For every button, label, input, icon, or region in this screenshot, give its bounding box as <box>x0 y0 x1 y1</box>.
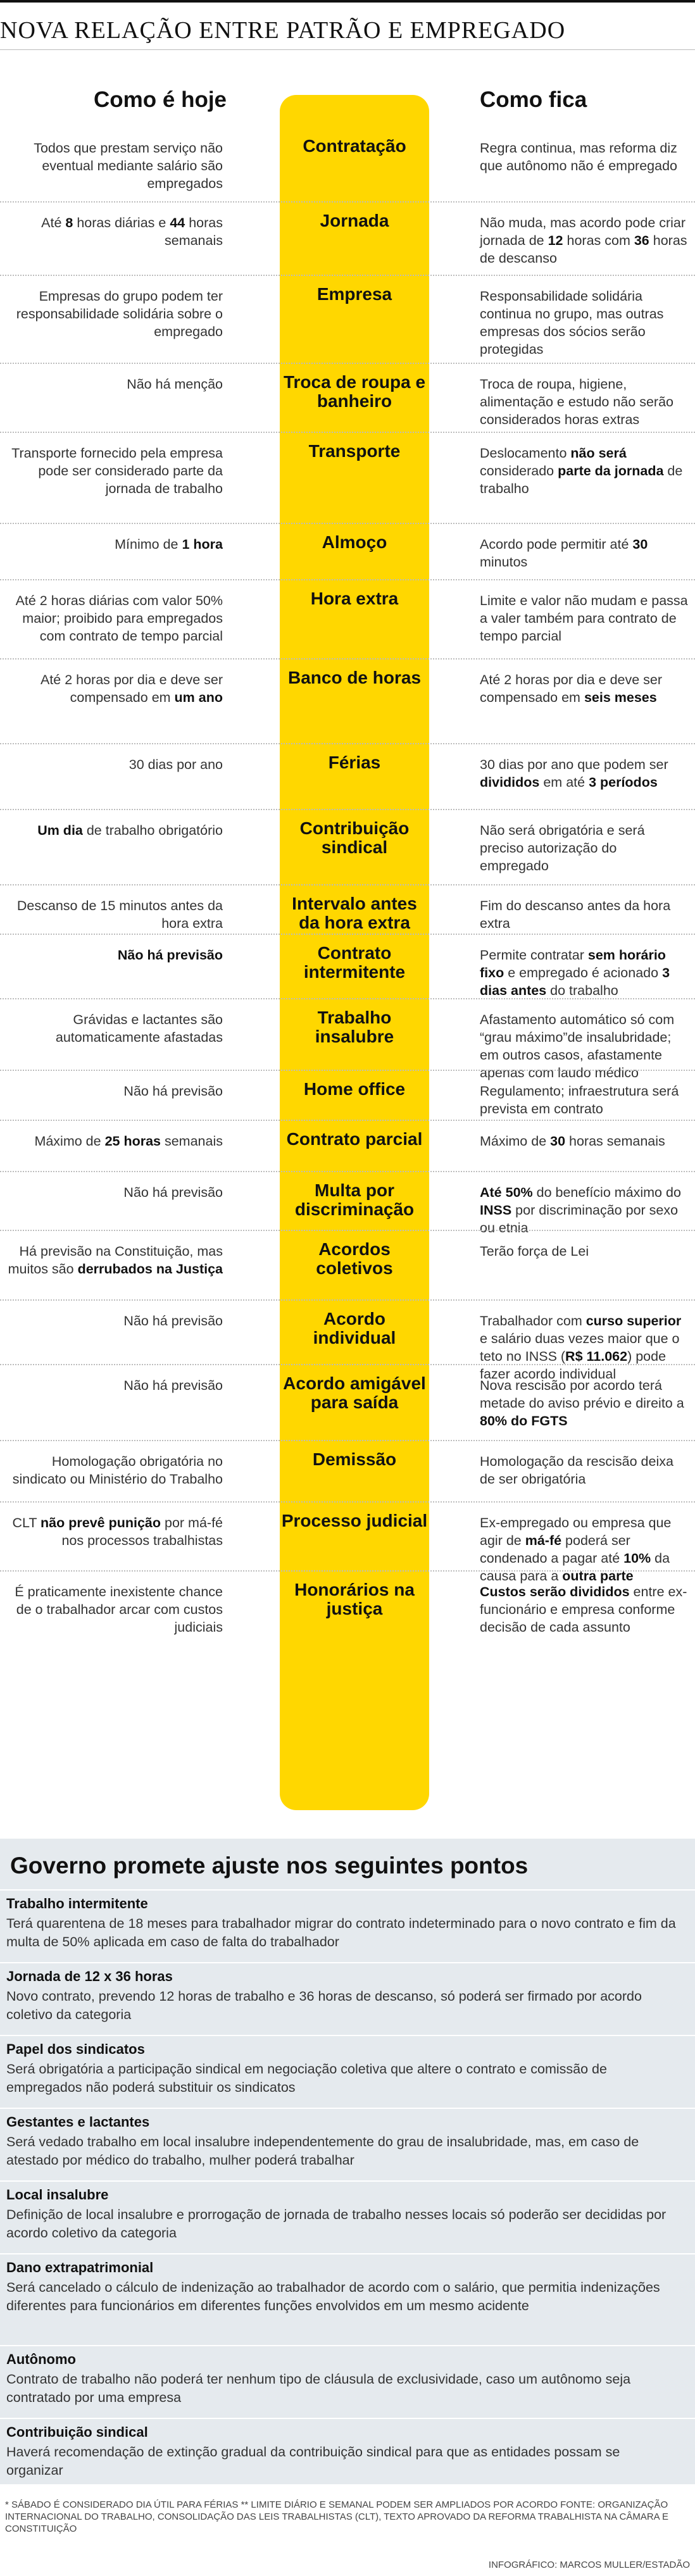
topic-label: Honorários na justiça <box>294 1580 415 1618</box>
row-divider <box>0 201 695 203</box>
footnote-sources: * SÁBADO É CONSIDERADO DIA ÚTIL PARA FÉRIAS ** LIMITE DIÁRIO E SEMANAL PODEM SER AMPLIADOS POR ACORDO FONTE: ORGANIZAÇÃO INTERNACIONAL DO TRABALHO, CONSOLIDAÇÃO DAS LEIS TRABALHISTAS (CLT), TEXTO APROVADO DA REFORMA TRABALHISTA NA CÂMARA E CONSTITUIÇÃO <box>5 2499 669 2534</box>
new-rule-text: Acordo pode permitir até 30 minutos <box>480 537 648 570</box>
item-divider <box>0 2108 695 2109</box>
adjustment-description: Definição de local insalubre e prorrogação de jornada de trabalho nesses locais só poderão ser decididas por acordo coletivo da categoria <box>6 2207 667 2241</box>
current-rule-text: Até 8 horas diárias e 44 horas semanais <box>41 215 223 248</box>
new-rule-text: Até 2 horas por dia e deve ser compensado em seis meses <box>480 672 663 705</box>
new-rule-text: Troca de roupa, higiene, alimentação e estudo não serão considerados horas extras <box>480 377 673 427</box>
new-rule-text: Até 50% do benefício máximo do INSS por discriminação por sexo ou etnia <box>480 1185 681 1235</box>
new-rule-text: Regulamento; infraestrutura será prevista em contrato <box>480 1084 679 1116</box>
row-divider <box>0 743 695 744</box>
new-rule-text: Não será obrigatória e será preciso autorização do empregado <box>480 823 645 873</box>
current-rule-text: Empresas do grupo podem ter responsabilidade solidária sobre o empregado <box>16 289 223 339</box>
adjustment-description: Contrato de trabalho não poderá ter nenhum tipo de cláusula de exclusividade, caso um autônomo seja contratado por uma empresa <box>6 2372 631 2405</box>
topic-label: Contratação <box>303 136 406 156</box>
row-divider <box>0 1070 695 1071</box>
topic-label: Almoço <box>322 532 387 552</box>
current-rule-text: Até 2 horas diárias com valor 50% maior; proibido para empregados com contrato de tempo parcial <box>15 593 223 644</box>
adjustment-description: Novo contrato, prevendo 12 horas de trabalho e 36 horas de descanso, só poderá ser firmado por acordo coletivo da categoria <box>6 1989 642 2022</box>
adjustment-description: Terá quarentena de 18 meses para trabalhador migrar do contrato indeterminado para o novo contrato e fim da multa de 50% aplicada em caso de falta do trabalhador <box>6 1916 676 1949</box>
current-rule-text: Até 2 horas por dia e deve ser compensado em um ano <box>40 672 223 705</box>
topic-label: Férias <box>328 753 381 772</box>
row-divider <box>0 1299 695 1301</box>
row-divider <box>0 809 695 810</box>
new-rule-text: Ex-empregado ou empresa que agir de má-fé poderá ser condenado a pagar até 10% da causa para a outra parte <box>480 1515 672 1584</box>
row-divider <box>0 1230 695 1231</box>
current-rule-text: Um dia de trabalho obrigatório <box>37 823 223 838</box>
row-divider <box>0 998 695 999</box>
current-rule-text: Não há previsão <box>123 1185 223 1200</box>
current-rule-text: Grávidas e lactantes são automaticamente afastadas <box>55 1012 223 1045</box>
topic-label: Trabalho insalubre <box>315 1008 394 1046</box>
topic-label: Home office <box>303 1079 406 1099</box>
new-rule-text: Trabalhador com curso superior e salário duas vezes maior que o teto no INSS (R$ 11.062) pode fazer acordo individual <box>480 1313 682 1382</box>
current-rule-text: Não há menção <box>127 377 223 392</box>
row-divider <box>0 432 695 433</box>
topic-label: Banco de horas <box>287 668 422 687</box>
row-divider <box>0 1120 695 1121</box>
adjustment-name: Dano extrapatrimonial <box>6 2260 154 2275</box>
new-rule-text: Não muda, mas acordo pode criar jornada de 12 horas com 36 horas de descanso <box>480 215 687 266</box>
current-rule-text: Não há previsão <box>123 1378 223 1393</box>
new-rule-text: Limite e valor não mudam e passa a valer também para contrato de tempo parcial <box>480 593 688 644</box>
adjustment-name: Local insalubre <box>6 2187 109 2203</box>
adjustment-description: Haverá recomendação de extinção gradual da contribuição sindical para que as entidades possam se organizar <box>6 2444 620 2478</box>
topic-label: Contrato parcial <box>286 1129 423 1149</box>
row-divider <box>0 275 695 276</box>
government-adjustments-panel <box>0 1839 695 2484</box>
item-divider <box>0 2418 695 2419</box>
topic-label: Jornada <box>320 211 389 230</box>
current-rule-text: Mínimo de 1 hora <box>115 537 223 552</box>
current-rule-text: Homologação obrigatória no sindicato ou Ministério do Trabalho <box>12 1454 223 1487</box>
new-rule-text: 30 dias por ano que podem ser divididos em até 3 períodos <box>480 757 668 790</box>
item-divider <box>0 1962 695 1963</box>
item-divider <box>0 2253 695 2254</box>
header-como-fica: Como fica <box>480 87 587 112</box>
topic-label: Acordo individual <box>313 1309 396 1347</box>
adjustment-description: Será cancelado o cálculo de indenização ao trabalhador de acordo com o salário, que permitia indenizações diferentes para funcionários em diferentes funções envolvidos em um mesmo acidente <box>6 2280 660 2313</box>
adjustment-name: Contribuição sindical <box>6 2424 148 2440</box>
row-divider <box>0 1171 695 1172</box>
item-divider <box>0 2180 695 2182</box>
row-divider <box>0 1364 695 1365</box>
topic-label: Intervalo antes da hora extra <box>292 894 417 932</box>
adjustment-name: Jornada de 12 x 36 horas <box>6 1968 173 1984</box>
row-divider <box>0 523 695 524</box>
topic-label: Empresa <box>316 284 392 304</box>
topic-label: Troca de roupa e banheiro <box>283 372 426 411</box>
current-rule-text: É praticamente inexistente chance de o trabalhador arcar com custos judiciais <box>15 1584 223 1635</box>
new-rule-text: Responsabilidade solidária continua no grupo, mas outras empresas dos sócios serão protegidas <box>480 289 664 357</box>
new-rule-text: Terão força de Lei <box>480 1244 589 1259</box>
new-rule-text: Fim do descanso antes da hora extra <box>480 898 671 931</box>
topic-label: Hora extra <box>310 589 399 608</box>
current-rule-text: Não há previsão <box>123 1084 223 1099</box>
row-divider <box>0 1440 695 1441</box>
item-divider <box>0 2345 695 2346</box>
topic-label: Contribuição sindical <box>299 818 410 857</box>
row-divider <box>0 658 695 660</box>
adjustment-name: Gestantes e lactantes <box>6 2114 150 2130</box>
new-rule-text: Nova rescisão por acordo terá metade do aviso prévio e direito a 80% do FGTS <box>480 1378 684 1429</box>
new-rule-text: Custos serão divididos entre ex-funcionário e empresa conforme decisão de cada assunto <box>480 1584 687 1635</box>
item-divider <box>0 1889 695 1891</box>
infographic-credit: INFOGRÁFICO: MARCOS MULLER/ESTADÃO <box>488 2560 690 2570</box>
row-divider <box>0 1570 695 1572</box>
topic-label: Multa por discriminação <box>294 1180 415 1219</box>
adjustment-name: Autônomo <box>6 2351 76 2367</box>
current-rule-text: Há previsão na Constituição, mas muitos são derrubados na Justiça <box>8 1244 223 1277</box>
current-rule-text: Transporte fornecido pela empresa pode ser considerado parte da jornada de trabalho <box>11 446 223 496</box>
current-rule-text: Não há previsão <box>123 1313 223 1329</box>
current-rule-text: Máximo de 25 horas semanais <box>34 1134 223 1149</box>
new-rule-text: Permite contratar sem horário fixo e empregado é acionado 3 dias antes do trabalho <box>480 947 670 998</box>
page-title: NOVA RELAÇÃO ENTRE PATRÃO E EMPREGADO <box>0 17 566 44</box>
row-divider <box>0 363 695 364</box>
new-rule-text: Máximo de 30 horas semanais <box>480 1134 665 1149</box>
adjustment-description: Será vedado trabalho em local insalubre independentemente do grau de insalubridade, mas, em caso de atestado por médico do trabalho, mulher poderá trabalhar <box>6 2134 639 2168</box>
header-como-e-hoje: Como é hoje <box>94 87 227 112</box>
new-rule-text: Regra continua, mas reforma diz que autônomo não é empregado <box>480 141 677 173</box>
title-divider <box>0 49 695 50</box>
topic-label: Processo judicial <box>281 1511 428 1530</box>
new-rule-text: Afastamento automático só com “grau máximo”de insalubridade; em outros casos, afastamente apenas com laudo médico <box>480 1012 675 1080</box>
row-divider <box>0 884 695 885</box>
topic-label: Transporte <box>308 441 401 461</box>
row-divider <box>0 934 695 935</box>
row-divider <box>0 1501 695 1503</box>
new-rule-text: Deslocamento não será considerado parte da jornada de trabalho <box>480 446 683 496</box>
topic-label: Demissão <box>312 1449 397 1469</box>
government-adjustments-title: Governo promete ajuste nos seguintes pontos <box>10 1853 529 1879</box>
current-rule-text: 30 dias por ano <box>128 757 223 772</box>
adjustment-name: Trabalho intermitente <box>6 1896 148 1911</box>
adjustment-description: Será obrigatória a participação sindical em negociação coletiva que altere o contrato e comissão de empregados não poderá substituir os sindicatos <box>6 2061 607 2095</box>
current-rule-text: CLT não prevê punição por má-fé nos processos trabalhistas <box>12 1515 223 1548</box>
current-rule-text: Descanso de 15 minutos antes da hora extra <box>16 898 223 931</box>
current-rule-text: Todos que prestam serviço não eventual mediante salário são empregados <box>34 141 223 191</box>
current-rule-text: Não há previsão <box>117 947 223 963</box>
top-rule <box>0 0 695 3</box>
topic-label: Acordo amigável para saída <box>283 1373 426 1412</box>
adjustment-name: Papel dos sindicatos <box>6 2041 145 2057</box>
item-divider <box>0 2035 695 2036</box>
topic-label: Contrato intermitente <box>303 943 406 982</box>
topic-label: Acordos coletivos <box>316 1239 393 1278</box>
new-rule-text: Homologação da rescisão deixa de ser obrigatória <box>480 1454 673 1487</box>
row-divider <box>0 579 695 580</box>
